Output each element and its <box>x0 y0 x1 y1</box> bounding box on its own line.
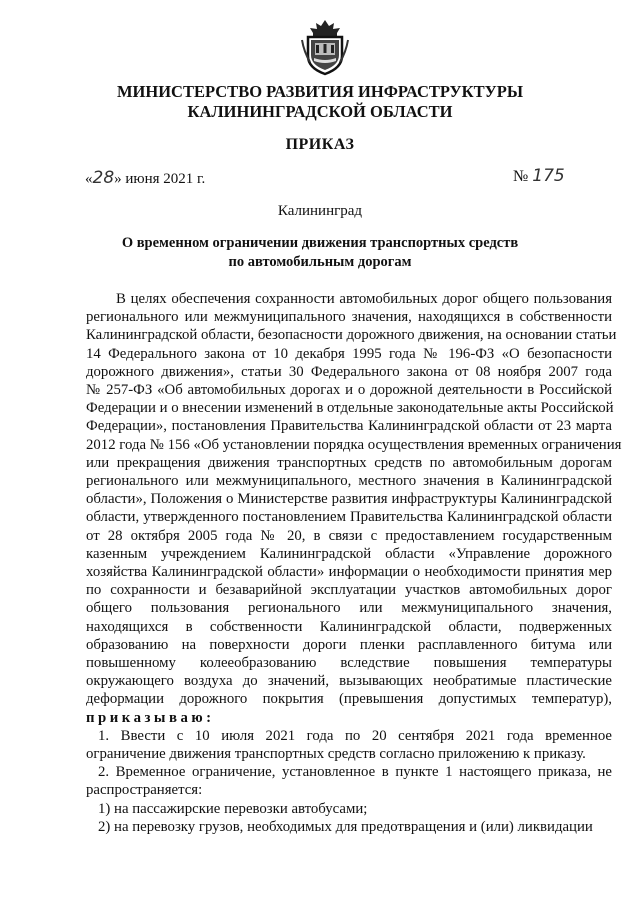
text-line: 2012 года № 156 «Об установлении порядка осуществления временных ограничения <box>86 436 622 453</box>
text-line: 14 Федерального закона от 10 декабря 1995 года № 196-ФЗ «О безопасности <box>86 345 612 362</box>
order-word: приказываю: <box>86 709 215 726</box>
number-label: № <box>513 168 529 185</box>
text-line: Федерации», постановления Правительства Калининградской области от 23 марта <box>86 418 612 435</box>
subject-line1: О временном ограничении движения транспортных средств <box>121 235 519 251</box>
text-line: или прекращения движения транспортных средств по автомобильным дорогам <box>86 454 612 471</box>
text-line: регионального или межмуниципального, местного значения в Калининградской <box>86 473 612 490</box>
text-line: области», Положения о Министерстве развития инфраструктуры Калининградской <box>86 491 612 508</box>
ministry-name-line2: КАЛИНИНГРАДСКОЙ ОБЛАСТИ <box>187 102 453 121</box>
text-line: дорожного движения», статьи 30 Федерального закона от 08 ноября 2007 года <box>86 363 612 380</box>
item-2 <box>86 763 612 799</box>
ministry-name <box>0 82 640 122</box>
order-body <box>86 290 622 836</box>
subject-line2: по автомобильным дорогам <box>228 254 412 270</box>
text-line: казенным учреждением Калининградской области «Управление дорожного <box>86 545 612 562</box>
text-line: 2. Временное ограничение, установленное в пункте 1 настоящего приказа, не <box>98 764 612 781</box>
order-subject <box>0 234 640 272</box>
text-line: деформации дорожного покрытия (превышения допустимых температур), <box>86 691 612 708</box>
text-line: регионального или межмуниципального значения, находящихся в собственности <box>86 309 612 326</box>
order-date <box>85 168 205 188</box>
date-open-quote: « <box>85 171 93 187</box>
order-number <box>513 166 565 186</box>
text-line: распространяется: <box>86 782 203 799</box>
date-day-handwritten: 28 <box>92 168 115 188</box>
text-line: по сохранности и безаварийной эксплуатации участков автомобильных дорог <box>86 582 612 599</box>
text-line: общего пользования регионального или межмуниципального значения, <box>86 600 612 617</box>
text-line: находящихся в собственности Калининградской области, подверженных <box>86 618 612 635</box>
sub-item-2: 2) на перевозку грузов, необходимых для предотвращения и (или) ликвидации <box>98 818 593 835</box>
text-line: хозяйства Калининградской области» информации о необходимости принятия мер <box>86 564 612 581</box>
text-line: Федерации и о внесении изменений в отдельные законодательные акты Российской <box>86 400 614 417</box>
text-line: Калининградской области, безопасности дорожного движения, на основании статьи <box>86 327 617 344</box>
text-line: В целях обеспечения сохранности автомобильных дорог общего пользования <box>116 291 612 307</box>
text-line: 1. Ввести с 10 июля 2021 года по 20 сентября 2021 года временное <box>98 727 612 744</box>
text-line: № 257-ФЗ «Об автомобильных дорогах и о дорожной деятельности в Российской <box>86 382 612 399</box>
text-line: окружающего воздуха до значений, вызывающих необратимые пластические <box>86 673 612 690</box>
coat-of-arms-emblem <box>300 18 350 76</box>
text-line: образованию на поверхности дороги пленки расплавленного битума или <box>86 636 612 653</box>
ministry-name-line1: МИНИСТЕРСТВО РАЗВИТИЯ ИНФРАСТРУКТУРЫ <box>116 82 524 101</box>
text-line: от 28 октября 2005 года № 20, в связи с предоставлением государственным <box>86 527 612 544</box>
text-line: повышенному колееобразованию вследствие повышения температуры <box>86 655 612 672</box>
date-rest: » июня 2021 г. <box>114 171 206 187</box>
text-line: области, утвержденного постановлением Правительства Калининградской области <box>86 509 612 526</box>
city-name: Калининград <box>277 203 363 219</box>
sub-item-1: 1) на пассажирские перевозки автобусами; <box>98 800 368 817</box>
item-1 <box>86 727 612 763</box>
text-line: ограничение движения транспортных средств согласно приложению к приказу. <box>86 746 586 763</box>
document-type-title: ПРИКАЗ <box>285 136 355 153</box>
number-value-handwritten: 175 <box>532 166 565 186</box>
preamble-paragraph <box>86 290 622 709</box>
